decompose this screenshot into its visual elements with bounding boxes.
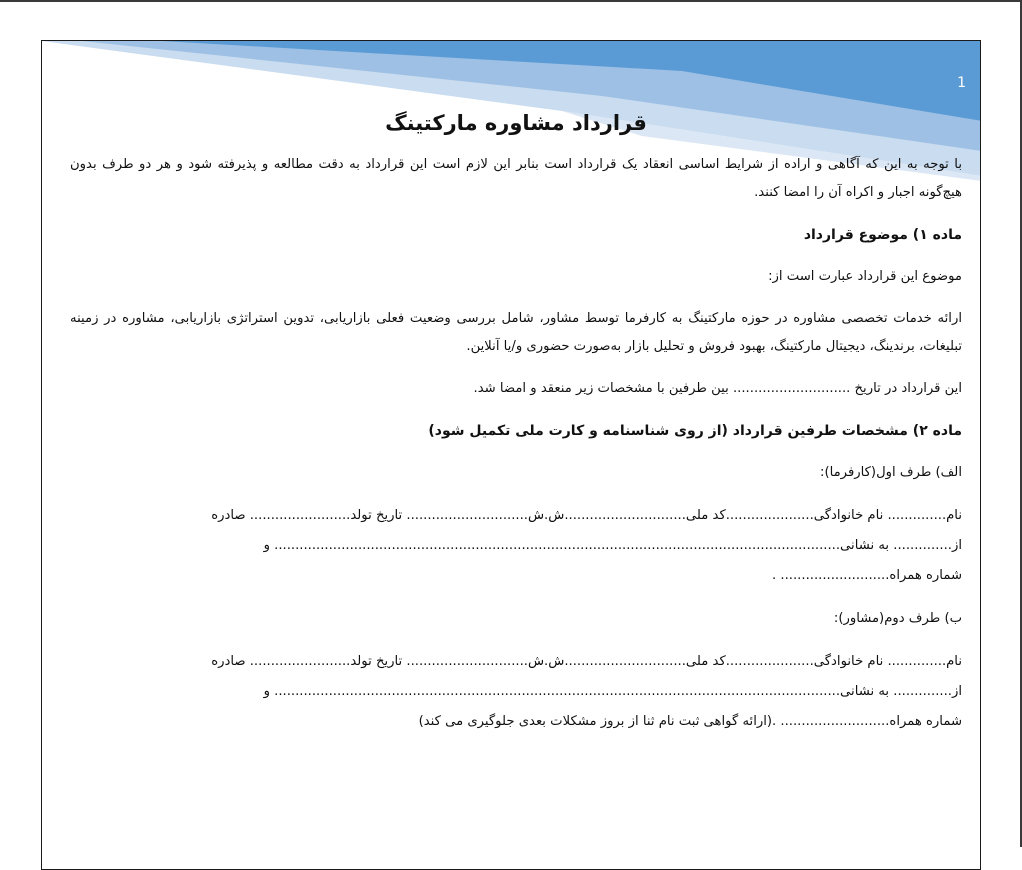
window-top-border bbox=[0, 0, 1022, 2]
article-2-heading: ماده ۲) مشخصات طرفین قرارداد (از روی شناسنامه و کارت ملی تکمیل شود) bbox=[428, 423, 962, 439]
party-2-label: ب) طرف دوم(مشاور): bbox=[833, 611, 962, 626]
document-content bbox=[70, 111, 962, 751]
intro-paragraph: با توجه به این که آگاهی و اراده از شرایط اساسی انعقاد یک قرارداد است بنابر این لازم است این قرارداد به دقت مطالعه و پذیرفته شود و هر دو طرف بدون هیچ‌گونه اجبار و اکراه آن را امضا کنند. bbox=[70, 157, 962, 200]
party-2-phone-line: شماره همراه.......................... .(ارائه گواهی ثبت نام ثنا از بروز مشکلات بعدی جلوگیری می کند) bbox=[418, 714, 962, 729]
party-2-fields bbox=[70, 647, 962, 737]
article-1-date-line: این قرارداد در تاریخ ............................ بین طرفین با مشخصات زیر منعقد و امضا شد. bbox=[473, 381, 962, 396]
party-1-fields bbox=[70, 501, 962, 591]
article-1-lead: موضوع این قرارداد عبارت است از: bbox=[768, 269, 962, 284]
document-title: قرارداد مشاوره مارکتینگ bbox=[385, 111, 647, 135]
party-1-phone-line: شماره همراه.......................... . bbox=[772, 568, 962, 583]
party-1-label: الف) طرف اول(کارفرما): bbox=[820, 465, 962, 480]
party-2-address-line: از.............. به نشانی....................................................................................................................................... و bbox=[263, 684, 962, 699]
article-1-heading: ماده ۱) موضوع قرارداد bbox=[803, 227, 962, 243]
page-number: 1 bbox=[957, 75, 966, 91]
article-1-body: ارائه خدمات تخصصی مشاوره در حوزه مارکتینگ به کارفرما توسط مشاور، شامل بررسی وضعیت فعلی بازاریابی، تدوین استراتژی بازاریابی، مشاوره در زمینه تبلیغات، برندینگ، دیجیتال مارکتینگ، بهبود فروش و تحلیل بازار به‌صورت حضوری و/یا آنلاین. bbox=[70, 311, 962, 354]
document-page bbox=[41, 40, 981, 870]
party-1-address-line: از.............. به نشانی....................................................................................................................................... و bbox=[263, 538, 962, 553]
party-1-name-line: نام.............. نام خانوادگی.....................کد ملی.............................ش.ش............................. تاریخ تولد........................ صادره bbox=[211, 508, 962, 523]
party-2-name-line: نام.............. نام خانوادگی.....................کد ملی.............................ش.ش............................. تاریخ تولد........................ صادره bbox=[211, 654, 962, 669]
